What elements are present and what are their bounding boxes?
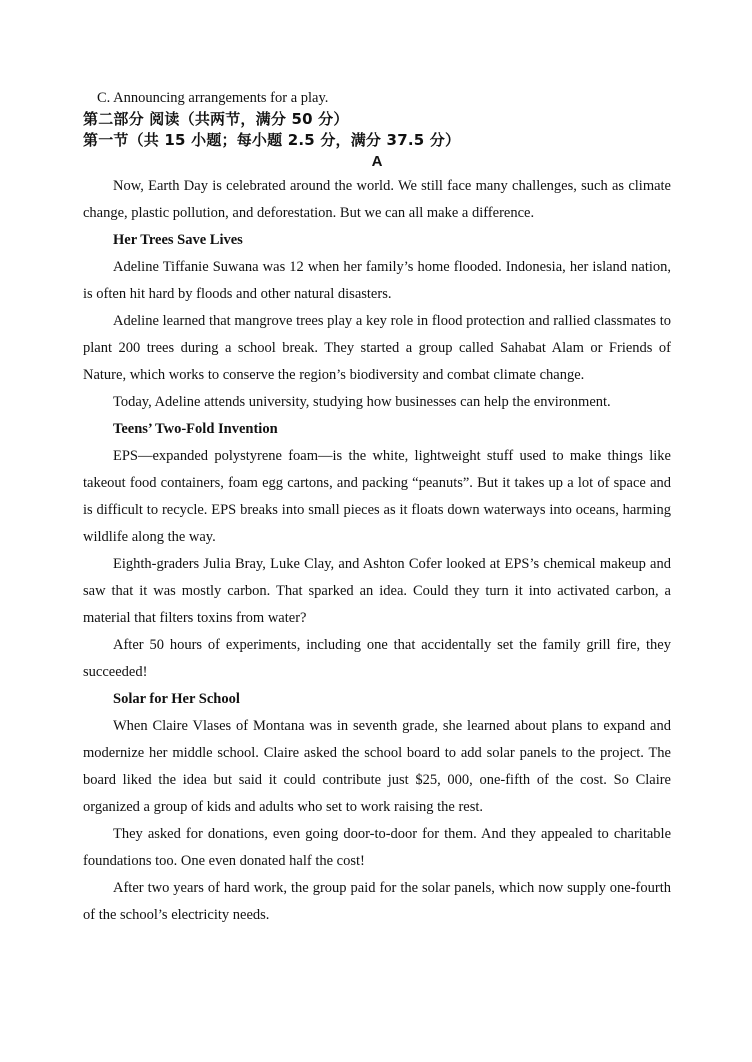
paragraph: They asked for donations, even going door-to-door for them. And they appealed to charitable foundations too. One even donated half the cost!: [83, 826, 671, 869]
paragraph: Eighth-graders Julia Bray, Luke Clay, and Ashton Cofer looked at EPS’s chemical makeup and saw that it was mostly carbon. That sparked an idea. Could they turn it into activated carbon, a material that filters toxins from water?: [83, 556, 671, 626]
paragraph: After 50 hours of experiments, including one that accidentally set the family grill fire, they succeeded!: [83, 637, 671, 680]
passage-letter: A: [371, 153, 383, 170]
paragraph: Adeline Tiffanie Suwana was 12 when her family’s home flooded. Indonesia, her island nation, is often hit hard by floods and other natural disasters.: [83, 259, 671, 302]
story-title-solar: Solar for Her School: [113, 691, 240, 707]
part-heading: 第二部分 阅读（共两节，满分 50 分）: [83, 110, 349, 128]
story-title-invention: Teens’ Two-Fold Invention: [113, 421, 278, 437]
paragraph: After two years of hard work, the group paid for the solar panels, which now supply one-fourth of the school’s electricity needs.: [83, 880, 671, 923]
option-c: C. Announcing arrangements for a play.: [97, 90, 329, 106]
page-content: [83, 88, 671, 929]
paragraph: EPS—expanded polystyrene foam—is the white, lightweight stuff used to make things like takeout food containers, foam egg cartons, and packing “peanuts”. But it takes up a lot of space and is difficult to recycle. EPS breaks into small pieces as it floats down waterways into oceans, harming wildlife along the way.: [83, 448, 671, 545]
paragraph: Today, Adeline attends university, studying how businesses can help the environment.: [113, 394, 611, 410]
paragraph: When Claire Vlases of Montana was in seventh grade, she learned about plans to expand and modernize her middle school. Claire asked the school board to add solar panels to the project. The board liked the idea but said it could contribute just $25, 000, one-fifth of the cost. So Claire organized a group of kids and adults who set to work raising the rest.: [83, 718, 671, 815]
paragraph: Adeline learned that mangrove trees play a key role in flood protection and rallied classmates to plant 200 trees during a school break. They started a group called Sahabat Alam or Friends of Nature, which works to conserve the region’s biodiversity and combat climate change.: [83, 313, 671, 383]
story-title-trees: Her Trees Save Lives: [113, 232, 243, 248]
section-heading: 第一节（共 15 小题；每小题 2.5 分，满分 37.5 分）: [83, 131, 461, 149]
intro-paragraph: Now, Earth Day is celebrated around the world. We still face many challenges, such as climate change, plastic pollution, and deforestation. But we can all make a difference.: [83, 178, 671, 221]
